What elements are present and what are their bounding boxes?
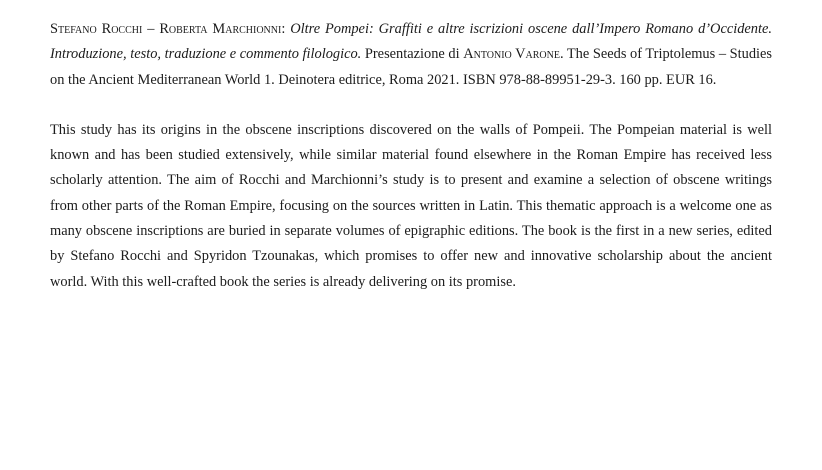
citation-title: Oltre Pompei: Graffiti e altre iscrizioni oscene dall’Impero Romano d’Occidente. Introduzione, testo, traduzione e commento filologico. — [50, 21, 772, 63]
citation-details: . The Seeds of Triptolemus – Studies on the Ancient Mediterranean World 1. Deinotera editrice, Roma 2021. ISBN 978-88-89951-29-3. 160 pp. EUR 16. — [50, 46, 772, 88]
citation-presentation-label: Presentazione di — [361, 46, 464, 63]
book-citation — [50, 17, 772, 93]
review-paragraph: This study has its origins in the obscene inscriptions discovered on the walls of Pompeii. The Pompeian material is well known and has been studied extensively, while similar material found elsewhere in the Roman Empire has received less scholarly attention. The aim of Rocchi and Marchionni’s study is to present and examine a selection of obscene writings from other parts of the Roman Empire, focusing on the sources written in Latin. This thematic approach is a welcome one as many obscene inscriptions are buried in separate volumes of epigraphic editions. The book is the first in a new series, edited by Stefano Rocchi and Spyridon Tzounakas, which promises to offer new and innovative scholarship about the ancient world. With this well-crafted book the series is already delivering on its promise. — [50, 121, 772, 290]
citation-presenter: Antonio Varone — [463, 46, 560, 63]
citation-authors: Stefano Rocchi – Roberta Marchionni — [50, 21, 282, 37]
citation-separator: : — [281, 21, 291, 37]
review-page — [50, 17, 772, 295]
